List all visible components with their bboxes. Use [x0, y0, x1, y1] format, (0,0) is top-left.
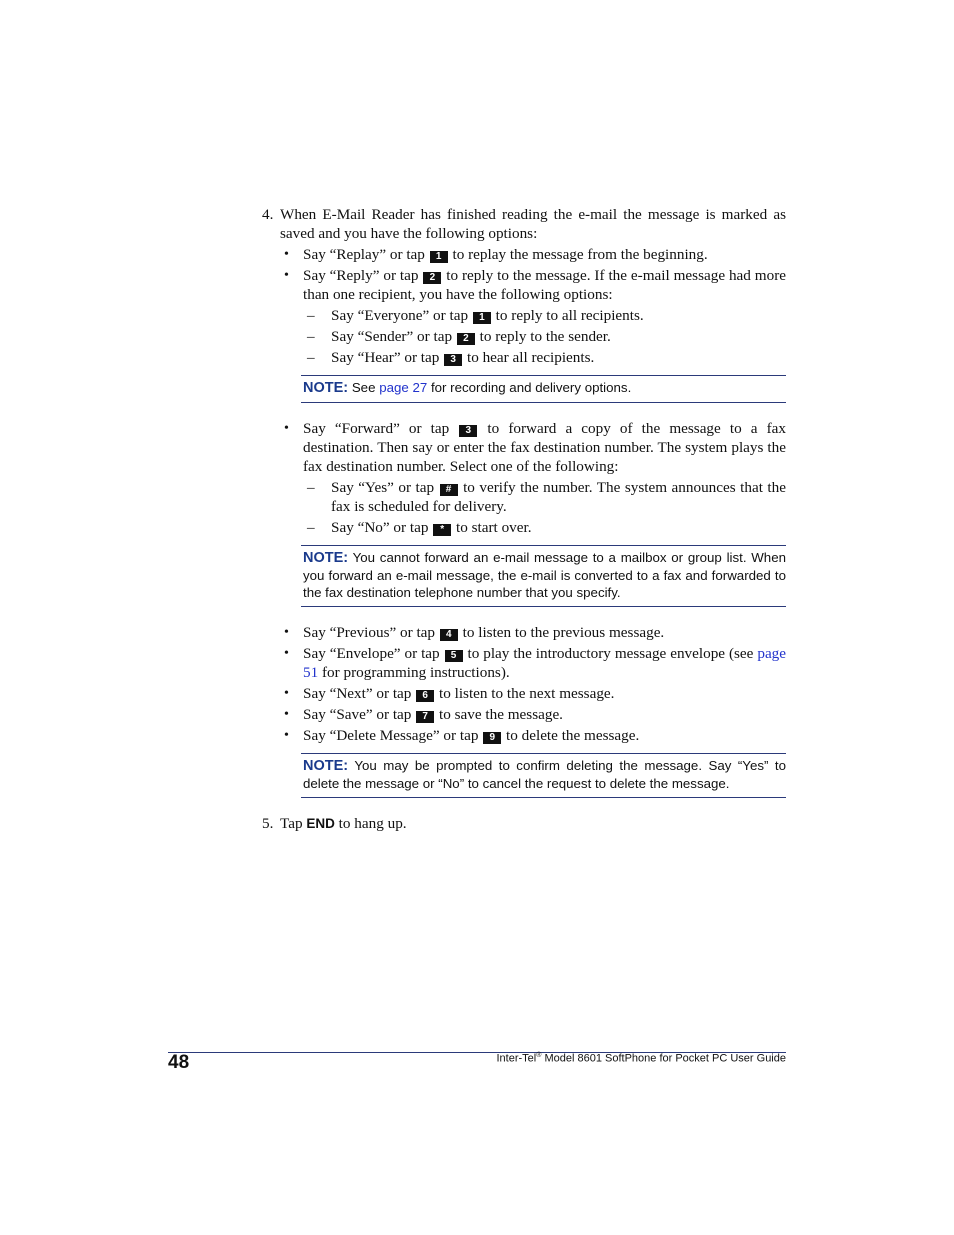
key-1-icon: 1: [473, 312, 491, 324]
key-3-icon: 3: [459, 425, 477, 437]
note-label: NOTE:: [303, 550, 349, 566]
key-7-icon: 7: [416, 711, 434, 723]
key-1-icon: 1: [430, 251, 448, 263]
item-text: to listen to the next message.: [438, 685, 615, 702]
dash-icon: –: [307, 479, 315, 496]
bullet-icon: •: [284, 728, 289, 743]
item-text: Say “Replay” or tap: [303, 246, 425, 263]
item-text: Say “No” or tap: [331, 519, 429, 536]
item-text: Say “Save” or tap: [303, 706, 412, 723]
note-text: You cannot forward an e-mail message to a mailbox or group list. When you forward an e-mail message, the e-mail is converted to a fax and forwarded to the fax destination telephone number that you specify.: [303, 550, 786, 600]
key-star-icon: *: [433, 524, 451, 536]
list-item-previous: [258, 623, 786, 642]
item-text: to reply to the sender.: [479, 328, 611, 345]
note-delete: [301, 753, 786, 798]
footer-title: [496, 1052, 786, 1065]
note-recording: [301, 375, 786, 403]
bullet-icon: •: [284, 686, 289, 701]
dash-icon: –: [307, 328, 315, 345]
item-text: to reply to the message. If the e-mail message had more than one recipient, you have the following options:: [303, 267, 787, 303]
key-6-icon: 6: [416, 690, 434, 702]
page-number: 48: [168, 1052, 190, 1073]
step-4: [258, 205, 786, 243]
item-text: Say “Everyone” or tap: [331, 307, 469, 324]
note-forward: [301, 545, 786, 607]
note-text: See: [351, 380, 376, 395]
list-item-delete: [258, 726, 786, 745]
step-number: 4.: [262, 206, 274, 223]
list-item-envelope: [258, 644, 786, 682]
sub-item-everyone: [258, 306, 786, 325]
item-text: to replay the message from the beginning.: [452, 246, 708, 263]
footer-guide-title: Model 8601 SoftPhone for Pocket PC User Guide: [544, 1052, 786, 1065]
item-text: Say “Sender” or tap: [331, 328, 453, 345]
sub-item-hear: [258, 348, 786, 367]
bullet-icon: •: [284, 646, 289, 661]
key-pound-icon: #: [440, 484, 458, 496]
note-text: You may be prompted to confirm deleting the message. Say “Yes” to delete the message or “No” to cancel the request to delete the message.: [303, 758, 786, 791]
end-key-label: END: [306, 816, 335, 831]
item-text: Say “Yes” or tap: [331, 479, 435, 496]
dash-icon: –: [307, 349, 315, 366]
item-text: Say “Next” or tap: [303, 685, 412, 702]
item-text: Say “Reply” or tap: [303, 267, 419, 284]
dash-icon: –: [307, 307, 315, 324]
dash-icon: –: [307, 519, 315, 536]
item-text: to start over.: [456, 519, 532, 536]
page-51-link[interactable]: page 51: [303, 645, 787, 681]
item-text: Say “Forward” or tap: [303, 420, 450, 437]
bullet-icon: •: [284, 421, 289, 436]
bullet-icon: •: [284, 247, 289, 262]
list-item-reply: [258, 266, 786, 304]
item-text: to delete the message.: [506, 727, 640, 744]
list-item-replay: [258, 245, 786, 264]
item-text: to save the message.: [438, 706, 563, 723]
registered-mark: ®: [536, 1052, 542, 1059]
item-text: to verify the number. The system announces that the fax is scheduled for delivery.: [331, 479, 786, 515]
bullet-icon: •: [284, 268, 289, 283]
bullet-icon: •: [284, 625, 289, 640]
item-text: to hear all recipients.: [466, 349, 595, 366]
bullet-icon: •: [284, 707, 289, 722]
step-text: to hang up.: [338, 815, 407, 832]
sub-item-no: [258, 518, 786, 537]
step-5: [258, 814, 786, 833]
step-text: When E-Mail Reader has finished reading the e-mail the message is marked as saved and you have the following options:: [280, 206, 786, 242]
note-label: NOTE:: [303, 758, 349, 774]
key-5-icon: 5: [445, 650, 463, 662]
item-text: for programming instructions).: [321, 664, 510, 681]
note-label: NOTE:: [303, 380, 349, 396]
option-list: [258, 245, 786, 798]
footer-brand: Inter-Tel: [496, 1052, 537, 1065]
key-4-icon: 4: [440, 629, 458, 641]
step-text: Tap: [280, 815, 303, 832]
key-3-icon: 3: [444, 354, 462, 366]
page-content: [258, 205, 786, 833]
list-item-save: [258, 705, 786, 724]
list-item-forward: [258, 419, 786, 476]
item-text: Say “Envelope” or tap: [303, 645, 440, 662]
item-text: Say “Previous” or tap: [303, 624, 436, 641]
item-text: to forward a copy of the message to a fax destination. Then say or enter the fax destination number. The system plays the fax destination number. Select one of the following:: [303, 420, 786, 475]
page-27-link[interactable]: page 27: [379, 380, 428, 395]
item-text: Say “Delete Message” or tap: [303, 727, 479, 744]
item-text: to play the introductory message envelope (see: [467, 645, 754, 662]
list-item-next: [258, 684, 786, 703]
note-text: for recording and delivery options.: [430, 380, 632, 395]
key-2-icon: 2: [423, 272, 441, 284]
step-number: 5.: [262, 815, 274, 832]
key-9-icon: 9: [483, 732, 501, 744]
item-text: to listen to the previous message.: [462, 624, 665, 641]
item-text: to reply to all recipients.: [495, 307, 644, 324]
sub-item-sender: [258, 327, 786, 346]
item-text: Say “Hear” or tap: [331, 349, 440, 366]
key-2-icon: 2: [457, 333, 475, 345]
sub-item-yes: [258, 478, 786, 516]
